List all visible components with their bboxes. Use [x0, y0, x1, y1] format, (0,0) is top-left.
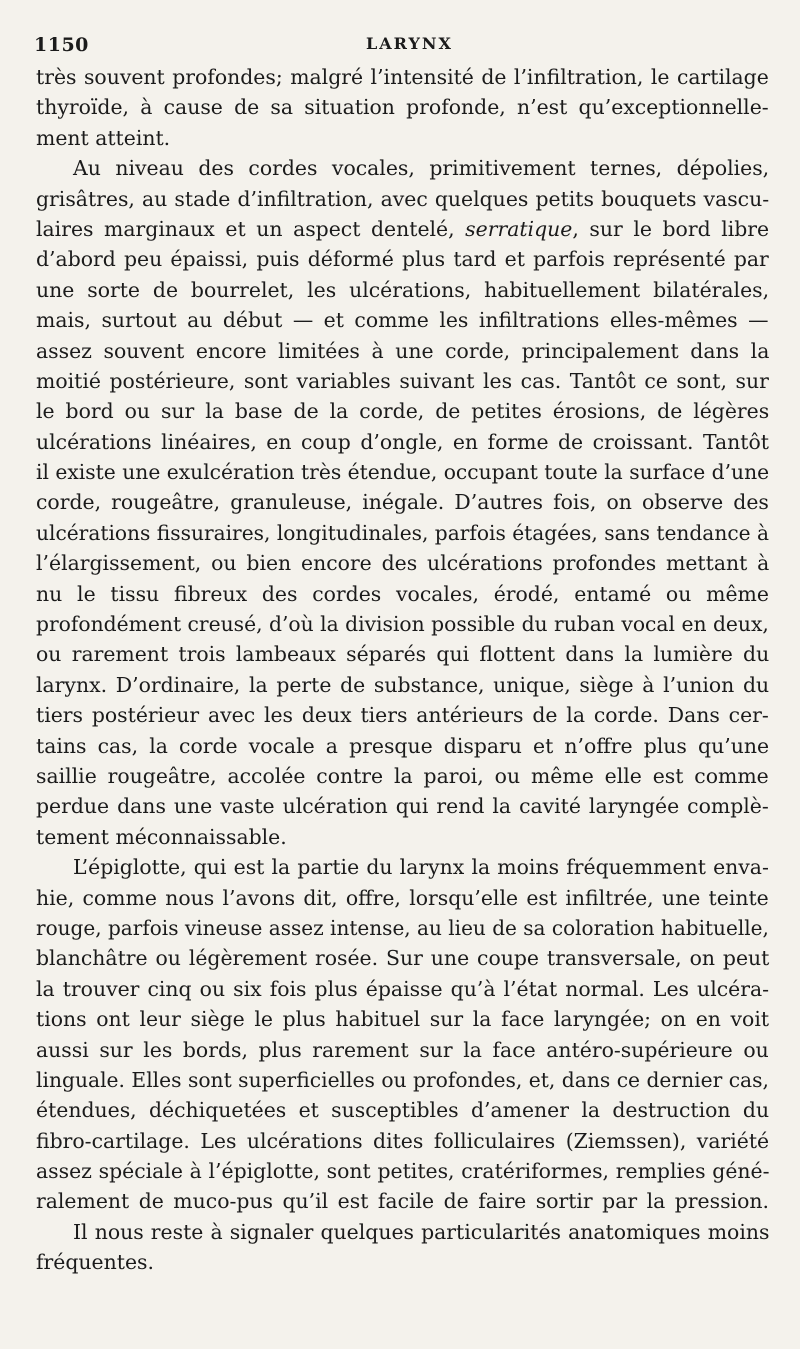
book-page [36, 26, 769, 1278]
text-segment: , sur le bord libre [572, 216, 770, 241]
text-line: hie, comme nous l’avons dit, offre, lorsqu’elle est infiltrée, une teinte [36, 885, 769, 910]
text-line: perdue dans une vaste ulcération qui rend la cavité laryngée complè- [36, 794, 769, 819]
text-line: assez spéciale à l’épiglotte, sont petites, cratériformes, remplies géné- [36, 1159, 770, 1184]
running-head: LARYNX [366, 34, 453, 53]
text-line: mais, surtout au début — et comme les infiltrations elles-mêmes — [36, 308, 769, 333]
text-line: saillie rougeâtre, accolée contre la paroi, ou même elle est comme [36, 763, 769, 788]
text-line-with-italic [36, 214, 769, 244]
text-line: l’élargissement, ou bien encore des ulcérations profondes mettant à [36, 551, 770, 576]
text-line: blanchâtre ou légèrement rosée. Sur une coupe transversale, on peut [36, 946, 770, 971]
text-line: la trouver cinq ou six fois plus épaisse qu’à l’état normal. Les ulcéra- [36, 976, 769, 1001]
text-line: profondément creusé, d’où la division possible du ruban vocal en deux, [36, 612, 769, 637]
text-line: aussi sur les bords, plus rarement sur la face antéro-supérieure ou [36, 1037, 769, 1062]
text-line: L’épiglotte, qui est la partie du larynx la moins fréquemment enva- [73, 855, 769, 880]
text-line: il existe une exulcération très étendue, occupant toute la surface d’une [36, 460, 770, 485]
text-line: ulcérations fissuraires, longitudinales, parfois étagées, sans tendance à [36, 520, 769, 545]
text-line: très souvent profondes; malgré l’intensité de l’infiltration, le cartilage [36, 65, 769, 89]
page-number: 1150 [34, 34, 89, 56]
text-line: moitié postérieure, sont variables suivant les cas. Tantôt ce sont, sur [36, 368, 769, 393]
text-line: corde, rougeâtre, granuleuse, inégale. D’autres fois, on observe des [36, 490, 769, 515]
text-line: d’abord peu épaissi, puis déformé plus tard et parfois représenté par [36, 247, 769, 272]
text-line: rouge, parfois vineuse assez intense, au lieu de sa coloration habituelle, [36, 915, 769, 940]
text-line: ou rarement trois lambeaux séparés qui flottent dans la lumière du [36, 642, 770, 667]
text-line: larynx. D’ordinaire, la perte de substance, unique, siège à l’union du [36, 672, 770, 697]
text-line: une sorte de bourrelet, les ulcérations, habituellement bilatérales, [36, 277, 770, 302]
text-line: tement méconnaissable. [36, 824, 287, 849]
text-line: tiers postérieur avec les deux tiers antérieurs de la corde. Dans cer- [36, 703, 769, 728]
text-line: le bord ou sur la base de la corde, de petites érosions, de légères [36, 399, 770, 424]
page-header [36, 26, 769, 62]
text-line: Il nous reste à signaler quelques particularités anatomiques moins [73, 1219, 770, 1244]
body-text [36, 62, 769, 1278]
text-line: grisâtres, au stade d’infiltration, avec quelques petits bouquets vascu- [36, 186, 770, 211]
italic-term: serratique [465, 216, 573, 241]
text-line: ment atteint. [36, 125, 171, 150]
text-line: fréquentes. [36, 1250, 154, 1275]
text-line: fibro-cartilage. Les ulcérations dites folliculaires (Ziemssen), variété [36, 1128, 770, 1153]
text-line: Au niveau des cordes vocales, primitivement ternes, dépolies, [73, 156, 770, 181]
text-line: nu le tissu fibreux des cordes vocales, érodé, entamé ou même [36, 581, 769, 606]
paragraph-4 [36, 1217, 769, 1278]
paragraph-3 [36, 852, 769, 1217]
text-line: étendues, déchiquetées et susceptibles d’amener la destruction du [36, 1098, 770, 1123]
text-line: linguale. Elles sont superficielles ou profondes, et, dans ce dernier cas, [36, 1067, 769, 1092]
paragraph-1 [36, 62, 769, 153]
text-line: assez souvent encore limitées à une corde, principalement dans la [36, 338, 770, 363]
text-segment: laires marginaux et un aspect dentelé, [36, 216, 466, 241]
text-line: thyroïde, à cause de sa situation profonde, n’est qu’exceptionnelle- [36, 95, 769, 120]
text-line: tains cas, la corde vocale a presque disparu et n’offre plus qu’une [36, 733, 770, 758]
text-line: ralement de muco-pus qu’il est facile de faire sortir par la pression. [36, 1189, 769, 1214]
text-line: tions ont leur siège le plus habituel sur la face laryngée; on en voit [36, 1007, 770, 1032]
paragraph-2 [36, 153, 769, 852]
text-line: ulcérations linéaires, en coup d’ongle, en forme de croissant. Tantôt [36, 429, 769, 454]
